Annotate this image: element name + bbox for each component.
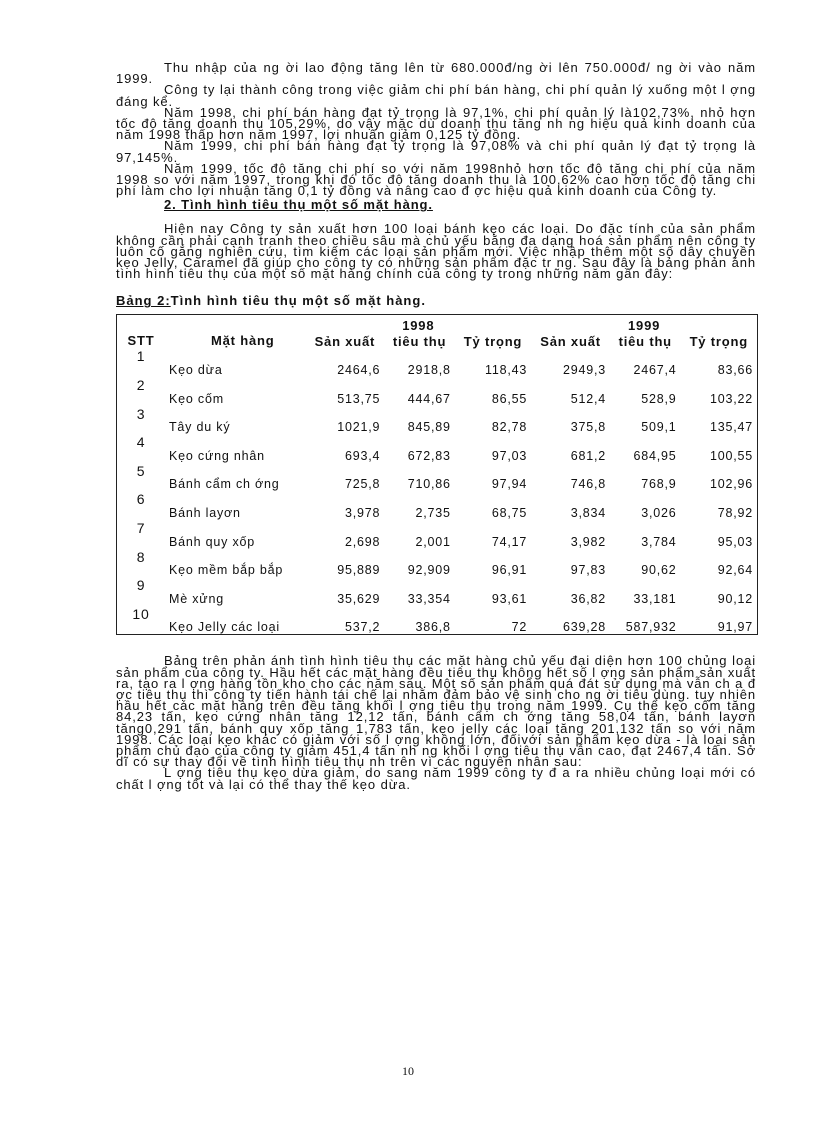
table-row xyxy=(117,606,758,635)
cell-item: Kẹo dừa xyxy=(169,363,223,378)
cell-value: 90,12 xyxy=(717,591,753,606)
cell-value: 3,978 xyxy=(345,506,381,521)
cell-value: 2,735 xyxy=(415,506,451,521)
table-row xyxy=(117,406,758,435)
cell-value: 375,8 xyxy=(570,420,607,435)
cell-item: Bánh cẩm ch ớng xyxy=(169,477,280,492)
paragraph: Thu nhập của ng ời lao động tăng lên từ 680.000đ/ng ời lên 750.000đ/ ng ời vào năm 1999. xyxy=(116,60,756,87)
cell-value: 92,64 xyxy=(717,563,753,578)
table-caption xyxy=(116,293,756,308)
paragraph: Bảng trên phản ánh tình hình tiêu thụ các mặt hàng chủ yếu đại diện hơn 100 chủng loại sản phẩm của công ty. Hầu hết các mặt hàng đều tiêu thụ không hết số l ợng sản phẩm sản xuất ra, tạo ra l ợng hàng tồn kho cho các năm sau. Một số sản phẩm quá đát sử dụng mà vẫn ch a đ ợc tiêu thụ thì công ty tiến hành tái chế lại nhằm đảm bảo vệ sinh cho ng ời tiêu dùng. tuy nhiên hầu hết các mặt hàng trên đều tăng khối l ợng tiêu thụ trong năm 1999. Cụ thể kẹo cốm tăng 84,23 tấn, kẹo cứng nhân tăng 12,12 tấn, bánh cẩm ch ớng tăng 58,04 tấn, bánh layơn tăng0,291 tấn, bánh quy xốp tăng 1,783 tấn, kẹo jelly các loại tăng 201,132 tấn so với năm 1998. Các loại kẹo khác có giảm với số l ợng không lớn, đốivới sản phẩm kẹo dừa - là loại sản phẩm chủ đạo của công ty giảm 451,4 tấn nh ng khối l ợng tiêu thụ vẫn cao, đạt 2467,4 tấn. Sở dĩ có sự thay đổi về tình hình tiêu thụ nh trên vì các nguyên nhân sau: xyxy=(116,653,756,770)
intro-paragraph: Hiện nay Công ty sản xuất hơn 100 loại bánh kẹo các loại. Do đặc tính của sản phẩm không cần phải cạnh tranh theo chiều sâu mà chủ yếu bằng đa dạng hoá sản phẩm nên công ty luôn cố gắng nghiên cứu, tìm kiếm các loại sản phẩm mới. Việc nhập thêm một số dây chuyền kẹo Jelly, Caramel đã giúp cho công ty có những sản phẩm đặc tr ng. Sau đây là bảng phản ánh tình hình tiêu thụ của một số mặt hàng chính của công ty trong những năm gần đây: xyxy=(116,221,756,282)
cell-value: 509,1 xyxy=(641,420,677,435)
cell-item: Mè xửng xyxy=(169,591,224,606)
page-number: 10 xyxy=(402,1064,414,1078)
cell-value: 512,4 xyxy=(570,391,607,406)
cell-stt: 5 xyxy=(136,462,146,479)
cell-item: Kẹo cứng nhân xyxy=(169,448,265,463)
cell-value: 102,96 xyxy=(709,477,753,492)
cell-value: 95,03 xyxy=(717,534,753,549)
header-ratio-1998: Tỷ trọng xyxy=(463,334,523,350)
cell-value: 639,28 xyxy=(562,620,607,635)
cell-value: 681,2 xyxy=(570,448,607,463)
table-row xyxy=(117,377,758,406)
cell-value: 90,62 xyxy=(641,563,677,578)
cell-value: 103,22 xyxy=(709,391,753,406)
cell-value: 97,83 xyxy=(570,563,607,578)
table-body xyxy=(117,348,758,634)
table-caption-text: Tình hình tiêu thụ một số mặt hàng. xyxy=(170,293,426,309)
cell-value: 83,66 xyxy=(717,363,753,378)
cell-stt: 7 xyxy=(136,520,146,537)
cell-value: 33,354 xyxy=(407,591,451,606)
cell-value: 93,61 xyxy=(491,591,528,606)
cell-value: 3,784 xyxy=(641,534,677,549)
cell-value: 2464,6 xyxy=(337,363,381,378)
section-heading: 2. Tình hình tiêu thụ một số mặt hàng. xyxy=(164,197,433,213)
header-production-1999: Sản xuất xyxy=(540,334,601,350)
cell-value: 1021,9 xyxy=(337,420,381,435)
cell-item: Bánh layơn xyxy=(169,506,241,521)
table-row xyxy=(117,348,758,377)
paragraph: Năm 1998, chi phí bán hàng đạt tỷ trọng là 97,1%, chi phí quản lý là102,73%, nhỏ hơn tốc độ tăng doanh thu 105,29%, do vậy mặc dù doanh thu tăng nh ng hiệu quả kinh doanh của năm 1998 thấp hơn năm 1997, lợi nhuận giảm 0,125 tỷ đồng. xyxy=(116,104,756,143)
cell-value: 2467,4 xyxy=(633,363,677,378)
paragraph: Năm 1999, chi phí bán hàng đạt tỷ trọng là 97,08% và chi phí quản lý đạt tỷ trọng là 97,145%. xyxy=(116,138,756,165)
cell-value: 72 xyxy=(511,620,528,635)
cell-value: 444,67 xyxy=(407,391,451,406)
header-year-1999: 1999 xyxy=(628,317,661,333)
cell-value: 92,909 xyxy=(407,563,451,578)
table-row xyxy=(117,577,758,606)
cell-value: 135,47 xyxy=(709,420,753,435)
cell-stt: 9 xyxy=(136,577,146,594)
cell-value: 2918,8 xyxy=(407,363,451,378)
cell-value: 3,982 xyxy=(570,534,607,549)
table-row xyxy=(117,463,758,492)
cell-stt: 10 xyxy=(132,605,150,622)
cell-value: 91,97 xyxy=(717,620,753,635)
cell-item: Kẹo mềm bắp bắp xyxy=(169,563,284,578)
cell-value: 768,9 xyxy=(641,477,677,492)
cell-stt: 3 xyxy=(136,405,146,422)
cell-value: 710,86 xyxy=(407,477,451,492)
document-page xyxy=(116,62,756,790)
cell-stt: 8 xyxy=(136,548,146,565)
cell-value: 672,83 xyxy=(407,448,451,463)
cell-item: Bánh quy xốp xyxy=(169,534,256,549)
cell-item: Tây du ký xyxy=(169,420,231,435)
cell-value: 82,78 xyxy=(491,420,528,435)
cell-value: 97,03 xyxy=(491,448,528,463)
header-stt: STT xyxy=(127,333,155,349)
table-row xyxy=(117,520,758,549)
paragraph: L ợng tiêu thụ kẹo dừa giảm, do sang năm 1999 công ty đ a ra nhiều chủng loại mới có chất l ợng tốt và lại có thể thay thế kẹo dừa. xyxy=(116,765,756,792)
cell-stt: 1 xyxy=(136,348,146,365)
cell-value: 86,55 xyxy=(491,391,528,406)
cell-value: 68,75 xyxy=(491,506,528,521)
table-row xyxy=(117,491,758,520)
cell-value: 78,92 xyxy=(717,506,753,521)
sales-table xyxy=(116,314,758,635)
cell-item: Kẹo cốm xyxy=(169,391,224,406)
header-item: Mặt hàng xyxy=(211,333,275,349)
cell-value: 746,8 xyxy=(570,477,607,492)
cell-value: 3,834 xyxy=(570,506,607,521)
cell-stt: 6 xyxy=(136,491,146,508)
cell-value: 2,698 xyxy=(345,534,381,549)
table-caption-label: Bảng 2: xyxy=(116,293,171,309)
cell-value: 33,181 xyxy=(633,591,677,606)
cell-value: 2,001 xyxy=(415,534,451,549)
cell-value: 587,932 xyxy=(625,620,677,635)
cell-value: 95,889 xyxy=(337,563,381,578)
cell-value: 725,8 xyxy=(345,477,381,492)
cell-value: 684,95 xyxy=(633,448,677,463)
paragraph: Năm 1999, tốc độ tăng chi phí so với năm 1998nhỏ hơn tốc độ tăng chi phí của năm 1998 so với năm 1997, trong khi đó tốc độ tăng doanh thu là 100,62% cao hơn tốc độ tăng chi phí làm cho lợi nhuận tăng 0,1 tỷ đồng và nâng cao đ ợc hiệu quả kinh doanh của Công ty. xyxy=(116,160,756,199)
cell-value: 386,8 xyxy=(415,620,451,635)
cell-value: 96,91 xyxy=(491,563,528,578)
table-row xyxy=(117,549,758,578)
cell-value: 845,89 xyxy=(407,420,451,435)
header-year-1998: 1998 xyxy=(402,317,435,333)
paragraph: Công ty lại thành công trong việc giảm chi phí bán hàng, chi phí quản lý xuống một l ợng đáng kể. xyxy=(116,82,756,109)
cell-value: 528,9 xyxy=(641,391,677,406)
cell-value: 97,94 xyxy=(491,477,528,492)
cell-value: 693,4 xyxy=(345,448,381,463)
cell-stt: 2 xyxy=(136,377,146,394)
cell-value: 2949,3 xyxy=(562,363,607,378)
bottom-paragraphs xyxy=(116,653,756,792)
header-consumption-1998: tiêu thụ xyxy=(392,334,447,350)
top-paragraphs xyxy=(116,60,756,199)
table-row xyxy=(117,434,758,463)
cell-value: 118,43 xyxy=(485,363,528,378)
header-ratio-1999: Tỷ trọng xyxy=(689,334,748,350)
cell-value: 513,75 xyxy=(337,391,381,406)
cell-value: 537,2 xyxy=(345,620,381,635)
cell-value: 3,026 xyxy=(641,506,677,521)
cell-value: 36,82 xyxy=(570,591,607,606)
cell-value: 100,55 xyxy=(709,448,753,463)
cell-value: 35,629 xyxy=(337,591,381,606)
cell-value: 74,17 xyxy=(491,534,528,549)
header-production-1998: Sản xuất xyxy=(314,334,376,350)
cell-stt: 4 xyxy=(136,434,146,451)
cell-item: Kẹo Jelly các loại xyxy=(169,620,280,635)
header-consumption-1999: tiêu thụ xyxy=(618,334,672,350)
